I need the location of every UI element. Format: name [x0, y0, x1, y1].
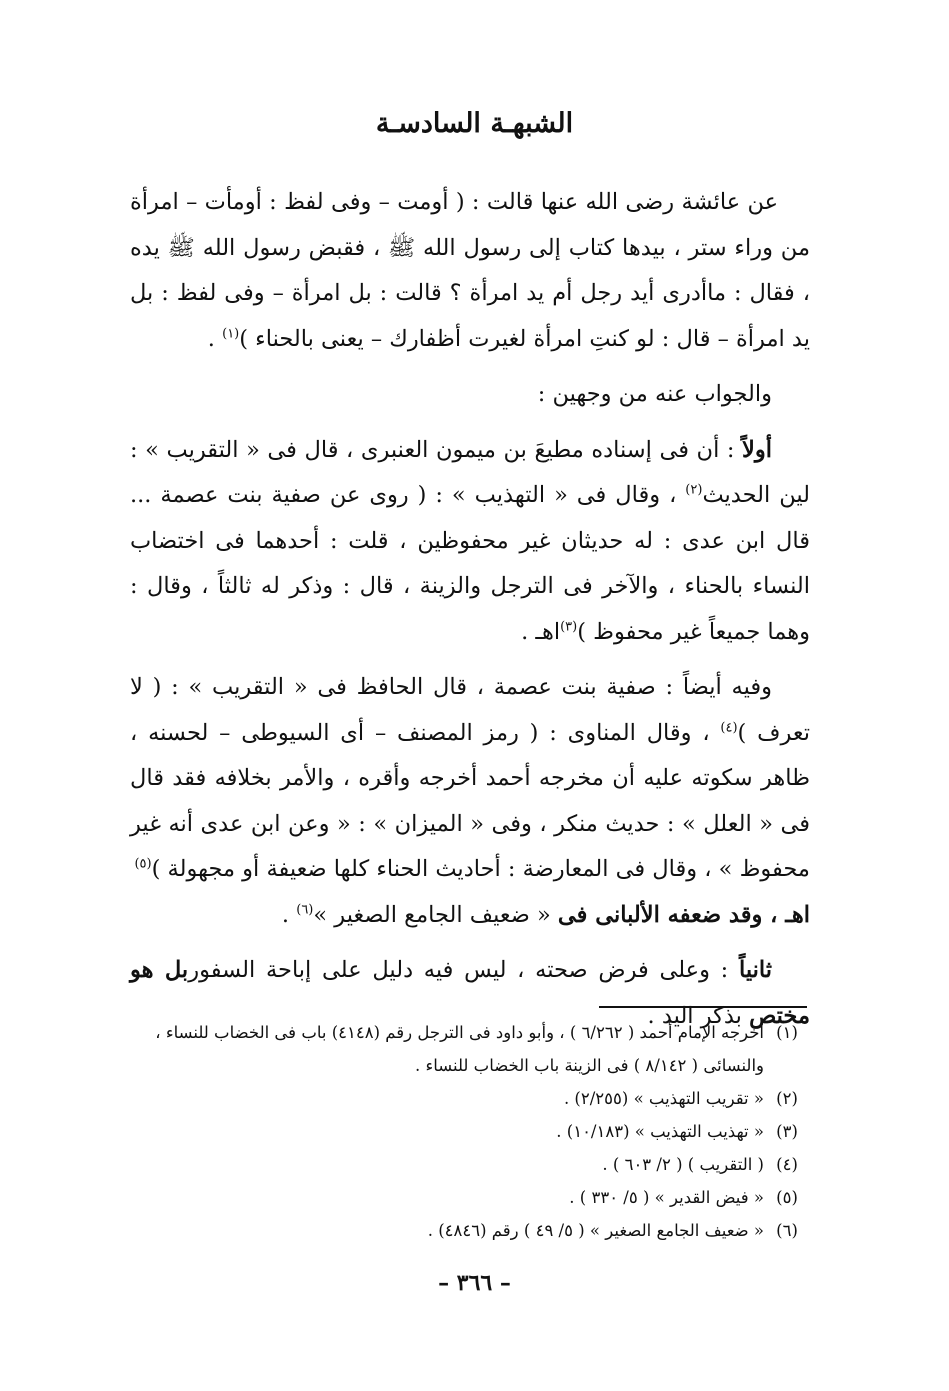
also-text-b: ، وقال المناوى : ( رمز المصنف – أى السيوطى – لحسنه ، ظاهر سكوته عليه أن مخرجه أحمد أخرجه وأقره ، والأمر بخلافه فقد قال فى « العلل » : حديث منكر ، وفى « الميزان » : « وعن ابن عدى أنه غير محفوظ » ، وقال فى المعارضة : أحاديث الحناء كلها ضعيفة أو مجهولة ): [130, 719, 810, 882]
page-number: – ٣٦٦ –: [438, 1270, 511, 1296]
paragraph-answer-intro: والجواب عنه من وجهين :: [537, 381, 772, 407]
main-text: [130, 180, 810, 1049]
footnotes: [130, 1016, 810, 1247]
also-text-d: « ضعيف الجامع الصغير »: [313, 901, 558, 928]
footnote-number: (٦): [776, 1221, 798, 1240]
first-point-text-b: ، وقال فى « التهذيب » : ( روى عن صفية بنت عصمة ... قال ابن عدى : له حديثان غير محفوظين ، قلت : أحدهما فى اختضاب النساء بالحناء ، والآخر فى الترجل والزينة ، قال : وذكر له ثالثاً ، وقال : وهما جميعاً غير محفوظ ): [130, 482, 810, 645]
footnote-separator: [599, 1006, 807, 1008]
footnote-text: ( التقريب ) ( ٢/ ٦٠٣ ) .: [602, 1155, 764, 1174]
paragraph-also: [130, 665, 810, 938]
footnote-number: (٢): [776, 1089, 798, 1108]
section-title: الشبهـة السادسـة: [375, 108, 574, 139]
also-text-a: وفيه أيضاً : صفية بنت عصمة ، قال الحافظ فى « التقريب » : ( لا تعرف ): [130, 674, 810, 746]
footnote-item: [130, 1082, 810, 1115]
footnote-number: (٤): [776, 1155, 798, 1174]
footnote-item: [130, 1115, 810, 1148]
hadith-text: عن عائشة رضى الله عنها قالت : ( أومت – وفى لفظ : أومأت – امرأة من وراء ستر ، بيدها كتاب إلى رسول الله ﷺ ، فقبض رسول الله ﷺ يده ، فقال : ماأدرى أيد رجل أم يد امرأة ؟ قالت : بل امرأة – وفى لفظ : بل يد امرأة – قال : لو كنتِ امرأة لغيرت أظفارك – يعنى بالحناء ): [130, 189, 810, 352]
hadith-end: .: [207, 325, 223, 352]
footnote-item: [130, 1148, 810, 1181]
first-point-label: أولاً: [742, 436, 772, 463]
footnote-item: [130, 1016, 810, 1082]
second-point-bold: بل هو مختص: [130, 957, 810, 1029]
footnote-ref-4[interactable]: (٤): [720, 720, 738, 735]
footnote-item: [130, 1181, 810, 1214]
footnote-text: أخرجه الإمام أحمد ( ٦/٢٦٢ ) ، وأبو داود فى الترجل رقم (٤١٤٨) باب فى الخضاب للنساء ، والنسائى ( ٨/١٤٢ ) فى الزينة باب الخضاب للنساء .: [155, 1023, 764, 1075]
footnote-text: « ضعيف الجامع الصغير » ( ٥/ ٤٩ ) رقم (٤٨٤٦) .: [427, 1221, 764, 1240]
footnote-number: (٣): [776, 1122, 798, 1141]
footnote-ref-1[interactable]: (١): [222, 326, 240, 341]
also-text-c: اهـ ، وقد ضعفه الألبانى فى: [557, 901, 810, 928]
footnote-number: (٥): [776, 1188, 798, 1207]
paragraph-first-point: [130, 428, 810, 656]
footnote-text: « تقريب التهذيب » (٢/٢٥٥) .: [563, 1089, 764, 1108]
footnote-ref-6[interactable]: (٦): [296, 902, 314, 917]
second-point-label: ثانياً: [738, 957, 773, 983]
footnote-number: (١): [776, 1023, 798, 1042]
second-point-text-b: بذكر اليد .: [647, 1002, 750, 1029]
footnote-text: « تهذيب التهذيب » (١٠/١٨٣) .: [556, 1122, 764, 1141]
footnote-ref-5[interactable]: (٥): [134, 856, 152, 872]
paragraph-hadith: [130, 180, 810, 362]
footnote-item: [130, 1214, 810, 1247]
also-text-e: .: [281, 901, 297, 928]
first-point-text-a: : أن فى إسناده مطيعَ بن ميمون العنبرى ، قال فى « التقريب » : لين الحديث: [130, 436, 810, 508]
second-point-text-a: : وعلى فرض صحته ، ليس فيه دليل على إباحة السفور: [188, 957, 739, 983]
footnote-ref-2[interactable]: (٢): [685, 482, 703, 498]
footnote-text: « فيض القدير » ( ٥/ ٣٣٠ ) .: [569, 1188, 764, 1207]
first-point-text-c: اهـ .: [521, 618, 561, 645]
footnote-ref-3[interactable]: (٣): [560, 619, 578, 634]
